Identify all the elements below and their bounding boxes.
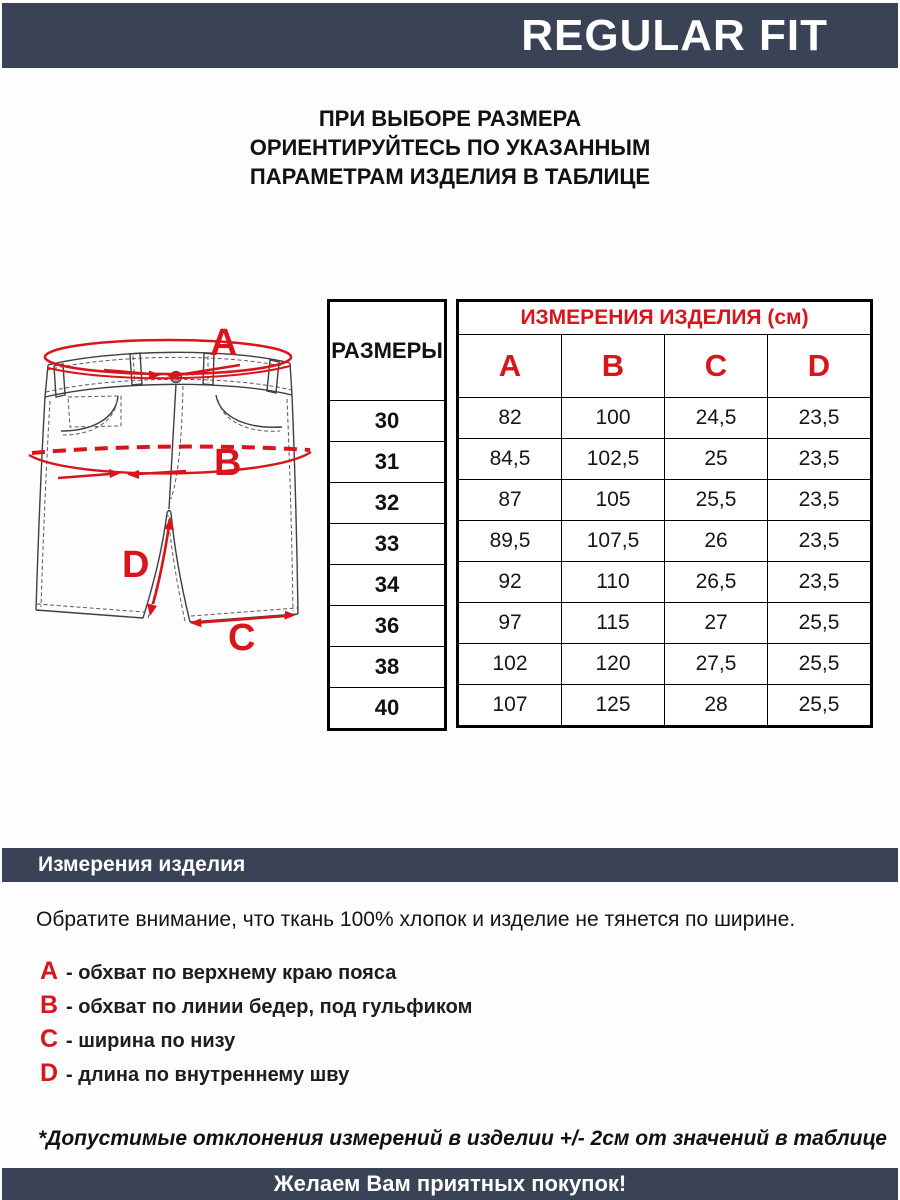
table-row — [458, 685, 872, 727]
value-cell: 25 — [665, 439, 768, 480]
section-title: Измерения изделия — [38, 853, 246, 876]
legend-text-b: - обхват по линии бедер, под гульфиком — [66, 996, 473, 1018]
column-header-row — [458, 335, 872, 398]
value-cell: 84,5 — [458, 439, 562, 480]
size-cell: 34 — [329, 565, 446, 606]
shorts-outline — [36, 352, 298, 622]
intro-line-2: ОРИЕНТИРУЙТЕСЬ ПО УКАЗАННЫМ — [249, 135, 651, 160]
value-cell: 97 — [458, 603, 562, 644]
legend-text-d: - длина по внутреннему шву — [66, 1064, 350, 1086]
value-cell: 92 — [458, 562, 562, 603]
legend-item-a — [40, 957, 472, 991]
value-cell: 28 — [665, 685, 768, 727]
size-cell: 33 — [329, 524, 446, 565]
value-cell: 107,5 — [562, 521, 665, 562]
diagram-label-d: D — [122, 544, 150, 586]
legend-letter-d: D — [40, 1059, 59, 1087]
legend-letter-b: B — [40, 991, 59, 1019]
value-cell: 125 — [562, 685, 665, 727]
size-cell: 32 — [329, 483, 446, 524]
fit-title: REGULAR FIT — [521, 11, 828, 60]
top-title-bar — [2, 3, 898, 68]
value-cell: 23,5 — [768, 521, 872, 562]
size-row — [329, 688, 446, 730]
sizes-column-table — [327, 299, 447, 731]
value-cell: 27 — [665, 603, 768, 644]
size-cell: 40 — [329, 688, 446, 730]
table-row — [458, 644, 872, 685]
size-cell: 31 — [329, 442, 446, 483]
column-header-b: B — [562, 335, 665, 398]
size-cell: 36 — [329, 606, 446, 647]
size-row — [329, 483, 446, 524]
measure-a-annotation — [45, 323, 291, 380]
section-title-bar — [2, 848, 898, 882]
value-cell: 25,5 — [768, 644, 872, 685]
measure-c-annotation — [190, 611, 296, 659]
value-cell: 26 — [665, 521, 768, 562]
value-cell: 89,5 — [458, 521, 562, 562]
column-header-d: D — [768, 335, 872, 398]
legend-item-c — [40, 1025, 472, 1059]
size-row — [329, 524, 446, 565]
column-header-a: A — [458, 335, 562, 398]
value-cell: 102 — [458, 644, 562, 685]
size-row — [329, 401, 446, 442]
column-header-c: C — [665, 335, 768, 398]
size-row — [329, 442, 446, 483]
tolerance-note: *Допустимые отклонения измерений в изделии +/- 2см от значений в таблице — [38, 1127, 887, 1150]
measurement-legend — [40, 957, 472, 1093]
size-cell: 38 — [329, 647, 446, 688]
table-row — [458, 521, 872, 562]
shorts-measurement-diagram — [18, 323, 330, 665]
legend-item-b — [40, 991, 472, 1025]
value-cell: 102,5 — [562, 439, 665, 480]
size-table-group — [327, 299, 873, 731]
value-cell: 25,5 — [665, 480, 768, 521]
fabric-note: Обратите внимание, что ткань 100% хлопок и изделие не тянется по ширине. — [36, 908, 796, 931]
table-row — [458, 398, 872, 439]
value-cell: 27,5 — [665, 644, 768, 685]
size-row — [329, 606, 446, 647]
footer-message: Желаем Вам приятных покупок! — [273, 1171, 627, 1196]
table-row — [458, 603, 872, 644]
measurements-group-header: ИЗМЕРЕНИЯ ИЗДЕЛИЯ (см) — [458, 301, 872, 335]
value-cell: 100 — [562, 398, 665, 439]
value-cell: 105 — [562, 480, 665, 521]
value-cell: 82 — [458, 398, 562, 439]
legend-text-a: - обхват по верхнему краю пояса — [66, 962, 397, 984]
value-cell: 26,5 — [665, 562, 768, 603]
value-cell: 120 — [562, 644, 665, 685]
value-cell: 23,5 — [768, 398, 872, 439]
diagram-label-c: C — [228, 617, 256, 659]
size-cell: 30 — [329, 401, 446, 442]
table-row — [458, 439, 872, 480]
intro-heading — [0, 104, 900, 191]
size-row — [329, 565, 446, 606]
intro-line-3: ПАРАМЕТРАМ ИЗДЕЛИЯ В ТАБЛИЦЕ — [249, 164, 651, 189]
footer-bar — [2, 1168, 898, 1200]
value-cell: 110 — [562, 562, 665, 603]
table-row — [458, 562, 872, 603]
legend-letter-a: A — [40, 957, 59, 985]
legend-item-d — [40, 1059, 472, 1093]
measure-b-annotation — [29, 442, 311, 484]
value-cell: 115 — [562, 603, 665, 644]
legend-letter-c: C — [40, 1025, 59, 1053]
size-row — [329, 647, 446, 688]
diagram-label-b: B — [214, 442, 242, 484]
value-cell: 25,5 — [768, 603, 872, 644]
value-cell: 107 — [458, 685, 562, 727]
value-cell: 87 — [458, 480, 562, 521]
value-cell: 25,5 — [768, 685, 872, 727]
legend-text-c: - ширина по низу — [66, 1030, 236, 1052]
sizes-header: РАЗМЕРЫ — [329, 301, 446, 401]
value-cell: 23,5 — [768, 439, 872, 480]
value-cell: 24,5 — [665, 398, 768, 439]
value-cell: 23,5 — [768, 562, 872, 603]
diagram-label-a: A — [210, 323, 238, 364]
measurements-table — [456, 299, 873, 728]
intro-line-1: ПРИ ВЫБОРЕ РАЗМЕРА — [318, 106, 582, 131]
value-cell: 23,5 — [768, 480, 872, 521]
table-row — [458, 480, 872, 521]
